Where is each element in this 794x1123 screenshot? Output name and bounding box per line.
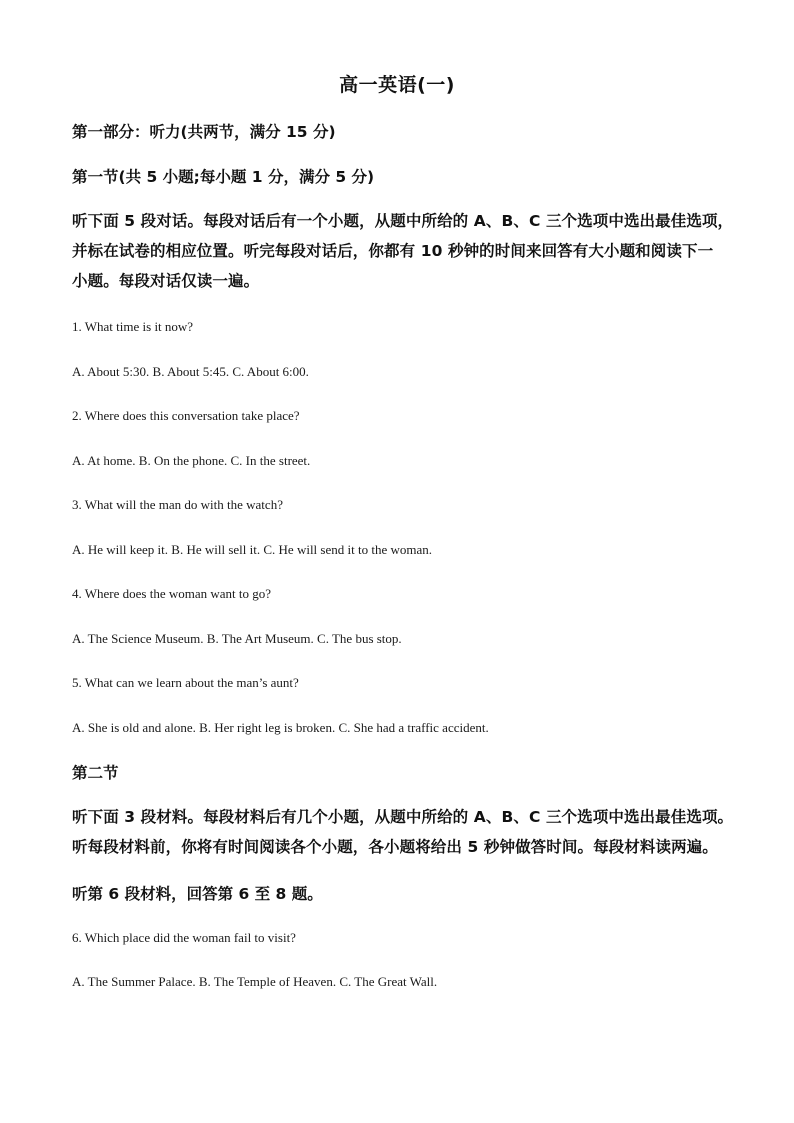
question-4-options: A. The Science Museum. B. The Art Museum. C. The bus stop. [72,631,402,646]
instruction-line: 听下面 5 段对话。每段对话后有一个小题，从题中所给的 A、B、C 三个选项中选出最佳选项， [72,212,734,230]
question-6-options: A. The Summer Palace. B. The Temple of Heaven. C. The Great Wall. [72,974,438,989]
question-3: 3. What will the man do with the watch? [72,497,283,512]
question-4: 4. Where does the woman want to go? [72,586,272,601]
section1-heading: 第一节(共 5 小题;每小题 1 分，满分 5 分) [72,168,375,186]
question-3-options: A. He will keep it. B. He will sell it. C. He will send it to the woman. [72,542,432,557]
question-2-options: A. At home. B. On the phone. C. In the street. [72,453,311,468]
instruction-line: 听下面 3 段材料。每段材料后有几个小题，从题中所给的 A、B、C 三个选项中选出最佳选项。 [72,808,734,826]
section2-instructions [72,802,732,862]
question-1-options: A. About 5:30. B. About 5:45. C. About 6:00. [72,364,309,379]
instruction-line: 听每段材料前，你将有时间阅读各个小题，各小题将给出 5 秒钟做答时间。每段材料读两遍。 [72,838,718,856]
question-1: 1. What time is it now? [72,319,194,334]
instruction-line: 并标在试卷的相应位置。听完每段对话后，你都有 10 秒钟的时间来回答有大小题和阅读下一 [72,242,714,260]
question-5-options: A. She is old and alone. B. Her right leg is broken. C. She had a traffic accident. [72,720,489,735]
part1-heading: 第一部分：听力(共两节，满分 15 分) [72,123,336,141]
material-heading: 听第 6 段材料，回答第 6 至 8 题。 [72,885,323,903]
page-title: 高一英语(一) [339,74,455,96]
question-5: 5. What can we learn about the man’s aunt? [72,675,299,690]
instruction-line: 小题。每段对话仅读一遍。 [72,272,260,290]
question-2: 2. Where does this conversation take place? [72,408,300,423]
section1-instructions [72,206,732,296]
section2-heading: 第二节 [72,764,119,782]
question-6: 6. Which place did the woman fail to visit? [72,930,296,945]
